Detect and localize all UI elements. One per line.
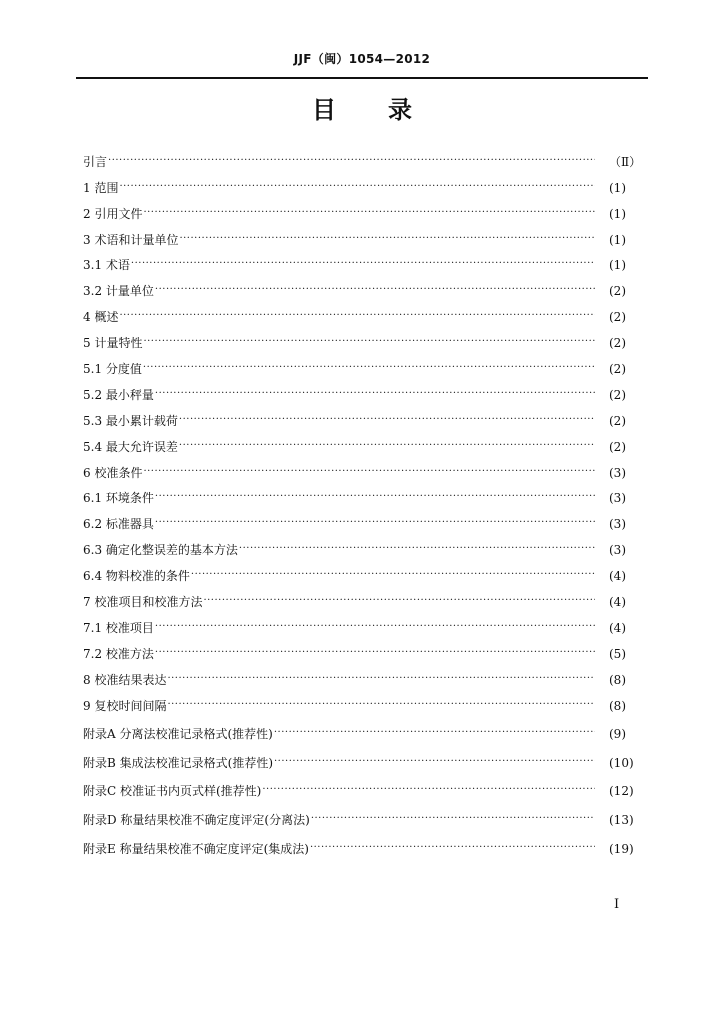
toc-entry[interactable] [83,557,643,583]
dot-leader [155,283,595,297]
toc-entry-label: 4 概述 [83,310,119,325]
toc-entry-label: 附录D 称量结果校准不确定度评定(分离法) [83,812,310,827]
toc-entry-label: 5.3 最小累计载荷 [83,413,178,428]
toc-entry-label: 6.3 确定化整误差的基本方法 [83,543,238,558]
dot-leader [155,646,595,660]
dot-leader [155,490,595,504]
toc-entry-label: 6.4 物料校准的条件 [83,569,190,584]
toc-entry-label: 2 引用文件 [83,206,143,221]
toc-entry-page: (4) [609,595,626,610]
dot-leader [274,755,595,769]
title-char: 录 [388,96,412,124]
toc-entry-page: (8) [609,698,626,713]
toc-entry[interactable] [83,376,643,402]
toc-entry-page: (4) [609,620,626,635]
toc-entry-page: (3) [609,465,626,480]
dot-leader [155,387,595,401]
toc-entry[interactable] [83,247,643,273]
toc-entry[interactable] [83,454,643,480]
toc-entry-page: (1) [609,232,626,247]
toc-appendix-entry[interactable] [83,741,643,770]
toc-entry-label: 1 范围 [83,180,119,195]
dot-leader [179,439,595,453]
dot-leader [167,672,595,686]
toc-entry[interactable] [83,272,643,298]
dot-leader [119,309,595,323]
toc-entry-label: 8 校准结果表达 [83,672,167,687]
toc-entry-page: (2) [609,413,626,428]
dot-leader [143,361,595,375]
toc-entry[interactable] [83,298,643,324]
toc-entry-label: 3.1 术语 [83,258,130,273]
toc-entry-label: 5.2 最小秤量 [83,387,154,402]
dot-leader [155,516,595,530]
dot-leader [179,232,595,246]
toc-entry-page: (10) [609,755,634,770]
dot-leader [167,698,595,712]
dot-leader [239,542,595,556]
toc-entry-label: 5.4 最大允许误差 [83,439,178,454]
dot-leader [143,206,595,220]
toc-entry-page: (3) [609,491,626,506]
dot-leader [143,335,595,349]
dot-leader [108,154,595,168]
toc-appendix-entry[interactable] [83,798,643,827]
toc-entry[interactable] [83,609,643,635]
toc-appendix-entry[interactable] [83,827,643,856]
toc-entry-label: 5 计量特性 [83,336,143,351]
dot-leader [262,783,595,797]
toc-entry-label: 7.2 校准方法 [83,646,154,661]
toc-entry-page: (2) [609,387,626,402]
dot-leader [131,257,595,271]
toc-entry-page: (1) [609,206,626,221]
dot-leader [274,726,595,740]
toc-entry[interactable] [83,324,643,350]
dot-leader [310,841,595,855]
toc-entry-page: (2) [609,310,626,325]
dot-leader [311,812,595,826]
toc-entry-label: 7.1 校准项目 [83,620,154,635]
toc-entry-page: (2) [609,336,626,351]
dot-leader [155,620,595,634]
toc-entry-label: 附录B 集成法校准记录格式(推荐性) [83,755,273,770]
header-divider [76,77,648,79]
toc-entry[interactable] [83,195,643,221]
dot-leader [119,180,595,194]
toc-entry[interactable] [83,505,643,531]
page-number: I [614,897,620,912]
toc-entry[interactable] [83,402,643,428]
toc-entry-page: (8) [609,672,626,687]
standard-code: JJF（闽）1054—2012 [293,52,431,66]
toc-entry-page: (9) [609,727,626,742]
dot-leader [143,465,595,479]
toc-appendix-entry[interactable] [83,713,643,742]
toc-entry-label: 引言 [83,154,108,169]
toc-entry[interactable] [83,428,643,454]
toc-entry-page: (2) [609,439,626,454]
toc-entry[interactable] [83,350,643,376]
toc-entry-label: 3 术语和计量单位 [83,232,179,247]
toc-entry-label: 附录C 校准证书内页式样(推荐性) [83,784,262,799]
dot-leader [179,413,595,427]
toc-entry-page: (3) [609,543,626,558]
toc-entry[interactable] [83,635,643,661]
toc-entry-label: 6 校准条件 [83,465,143,480]
toc-entry-label: 6.2 标准器具 [83,517,154,532]
toc-entry-page: (3) [609,517,626,532]
toc-entry-label: 附录E 称量结果校准不确定度评定(集成法) [83,841,309,856]
toc-entry[interactable] [83,531,643,557]
toc-entry-label: 6.1 环境条件 [83,491,154,506]
toc-entry-page: （Ⅱ） [609,154,642,169]
dot-leader [203,594,595,608]
toc-entry[interactable] [83,143,643,169]
toc-entry[interactable] [83,480,643,506]
toc-entry-label: 3.2 计量单位 [83,284,154,299]
toc-entry-label: 7 校准项目和校准方法 [83,595,203,610]
toc-entry[interactable] [83,583,643,609]
toc-appendix-entry[interactable] [83,770,643,799]
toc-entry[interactable] [83,221,643,247]
toc-entry-page: (1) [609,258,626,273]
title-char: 目 [312,96,336,124]
toc-entry-page: (4) [609,569,626,584]
toc-entry[interactable] [83,661,643,687]
toc-entry-page: (2) [609,284,626,299]
toc-entry-page: (12) [609,784,634,799]
toc-entry[interactable] [83,687,643,713]
toc-entry-label: 附录A 分离法校准记录格式(推荐性) [83,727,273,742]
page-title [0,90,724,125]
table-of-contents [83,143,643,856]
toc-entry[interactable] [83,169,643,195]
toc-entry-page: (1) [609,180,626,195]
toc-entry-page: (13) [609,812,634,827]
toc-entry-page: (19) [609,841,634,856]
toc-entry-page: (2) [609,362,626,377]
toc-entry-label: 5.1 分度值 [83,362,142,377]
toc-entry-label: 9 复校时间间隔 [83,698,167,713]
toc-entry-page: (5) [609,646,626,661]
dot-leader [191,568,595,582]
